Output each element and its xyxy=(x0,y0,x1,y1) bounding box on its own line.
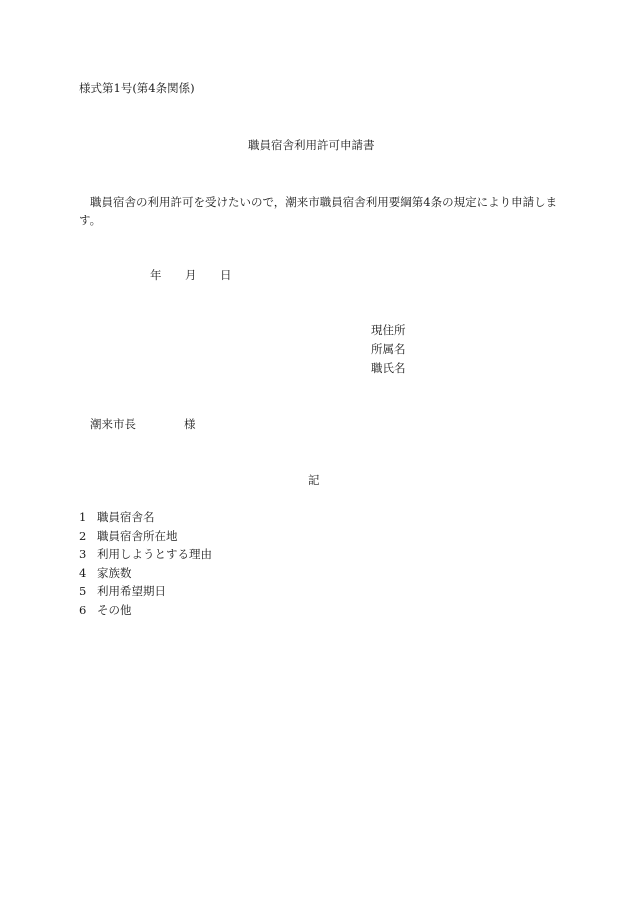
document-title: 職員宿舎利用許可申請書 xyxy=(248,138,375,152)
item-number: 1 xyxy=(79,510,87,524)
item-label: 家族数 xyxy=(97,565,132,580)
list-item xyxy=(79,601,212,620)
date-month-label: 月 xyxy=(185,268,197,282)
item-number: 2 xyxy=(79,528,87,543)
addressee-name: 潮来市長 xyxy=(90,417,136,431)
application-statement: 職員宿舎の利用許可を受けたいので，潮来市職員宿舎利用要綱第4条の規定により申請します。 xyxy=(79,195,558,227)
form-number: 様式第1号(第4条関係) xyxy=(79,81,195,95)
item-list xyxy=(79,508,212,620)
name-label: 職氏名 xyxy=(371,361,406,375)
date-year-label: 年 xyxy=(150,268,162,282)
department-label: 所属名 xyxy=(371,342,406,356)
addressee-honorific: 様 xyxy=(184,417,196,431)
list-item xyxy=(79,564,212,583)
note-heading: 記 xyxy=(308,473,320,487)
item-label: 利用希望期日 xyxy=(97,584,166,599)
list-item xyxy=(79,545,212,564)
address-label: 現住所 xyxy=(371,323,406,337)
date-day-label: 日 xyxy=(220,268,232,282)
item-number: 5 xyxy=(79,584,87,599)
item-number: 4 xyxy=(79,565,87,580)
list-item xyxy=(79,527,212,546)
item-label: 職員宿舎名 xyxy=(97,510,155,524)
item-label: 利用しようとする理由 xyxy=(97,547,212,562)
item-label: その他 xyxy=(97,602,132,617)
list-item xyxy=(79,508,212,527)
item-label: 職員宿舎所在地 xyxy=(97,528,178,543)
list-item xyxy=(79,582,212,601)
item-number: 3 xyxy=(79,547,87,562)
item-number: 6 xyxy=(79,602,87,617)
